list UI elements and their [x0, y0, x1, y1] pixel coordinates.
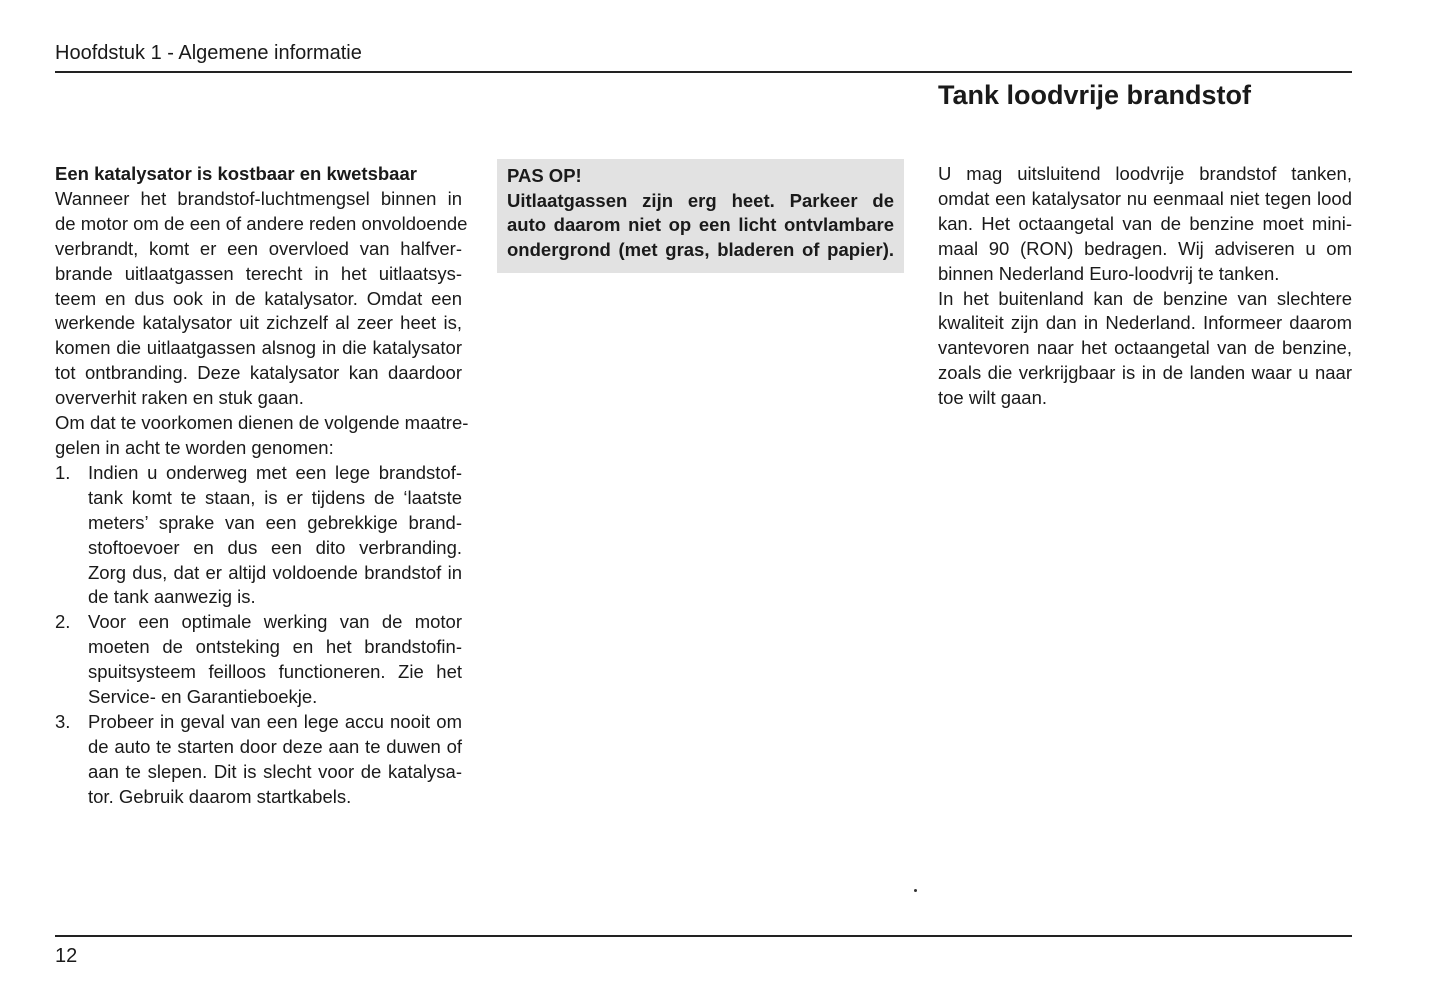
chapter-header: Hoofdstuk 1 - Algemene informatie [55, 42, 362, 64]
text-line: oververhit raken en stuk gaan. [55, 387, 304, 409]
text-line: Zorg dus, dat er altijd voldoende brandstof in [88, 561, 462, 583]
text-line: werkende katalysator uit zichzelf al zeer heet is, [55, 312, 462, 334]
top-divider [55, 71, 1352, 73]
text-line: In het buitenland kan de benzine van slechtere [938, 287, 1352, 309]
text-line: verbrandt, komt er een overvloed van halfver- [55, 237, 462, 259]
text-line: Probeer in geval van een lege accu nooit om [88, 710, 462, 732]
speck [914, 889, 917, 892]
text-line: kwaliteit zijn dan in Nederland. Informeer daarom [938, 312, 1352, 334]
text-line: auto daarom niet op een licht ontvlambare [507, 214, 894, 235]
text-line: zoals die verkrijgbaar is in de landen waar u naar [938, 362, 1352, 384]
paragraph [938, 287, 1352, 412]
list-item [55, 461, 462, 610]
text-line: Om dat te voorkomen dienen de volgende maatre- [55, 412, 469, 434]
list-item [55, 610, 462, 710]
text-line: Indien u onderweg met een lege brandstof- [88, 461, 462, 483]
text-line: meters’ sprake van een gebrekkige brand- [88, 511, 462, 533]
text-line: maal 90 (RON) bedragen. Wij adviseren u om [938, 237, 1352, 259]
text-line: tank komt te staan, is er tijdens de ‘laatste [88, 486, 462, 508]
text-line: binnen Nederland Euro-loodvrij te tanken. [938, 262, 1280, 284]
text-line: Wanneer het brandstof-luchtmengsel binnen in [55, 187, 462, 209]
text-line: teem en dus ook in de katalysator. Omdat een [55, 287, 462, 309]
left-heading: Een katalysator is kostbaar en kwetsbaar [55, 163, 417, 184]
paragraph [938, 162, 1352, 287]
paragraph [55, 187, 468, 411]
text-line: tot ontbranding. Deze katalysator kan daardoor [55, 362, 462, 384]
text-line: vantevoren naar het octaangetal van de benzine, [938, 337, 1352, 359]
text-line: brande uitlaatgassen terecht in het uitlaatsys- [55, 262, 462, 284]
text-line: toe wilt gaan. [938, 387, 1048, 409]
text-line: komen die uitlaatgassen alsnog in die katalysator [55, 337, 462, 359]
text-line: tor. Gebruik daarom startkabels. [88, 785, 352, 807]
text-line: Service- en Garantieboekje. [88, 686, 318, 708]
text-line: moeten de ontsteking en het brandstofin- [88, 636, 462, 658]
list-number: 2. [55, 611, 71, 633]
text-line: aan te slepen. Dit is slecht voor de katalysa- [88, 760, 462, 782]
text-line: de tank aanwezig is. [88, 586, 256, 608]
warning-box [497, 159, 904, 273]
bottom-divider [55, 935, 1352, 937]
text-line: de auto te starten door deze aan te duwen of [88, 735, 462, 757]
text-line: spuitsysteem feilloos functioneren. Zie het [88, 661, 462, 683]
text-line: Uitlaatgassen zijn erg heet. Parkeer de [507, 189, 894, 211]
warning-title: PAS OP! [507, 165, 582, 186]
text-line: omdat een katalysator nu eenmaal niet tegen lood [938, 187, 1352, 209]
text-line: de motor om de een of andere reden onvoldoende [55, 212, 468, 234]
text-line: U mag uitsluitend loodvrije brandstof tanken, [938, 163, 1352, 184]
text-line: kan. Het octaangetal van de benzine moet mini- [938, 212, 1352, 234]
paragraph [55, 411, 469, 461]
list-item [55, 710, 462, 810]
text-line: ondergrond (met gras, bladeren of papier). [507, 238, 894, 260]
list-number: 1. [55, 461, 71, 483]
text-line: gelen in acht te worden genomen: [55, 436, 334, 458]
right-column [938, 162, 1352, 411]
section-title: Tank loodvrije brandstof [938, 80, 1252, 110]
text-line: Voor een optimale werking van de motor [88, 611, 462, 633]
list-number: 3. [55, 710, 71, 732]
page-number: 12 [55, 945, 78, 967]
text-line: stoftoevoer en dus een dito verbranding. [88, 536, 462, 558]
left-column [55, 162, 469, 810]
